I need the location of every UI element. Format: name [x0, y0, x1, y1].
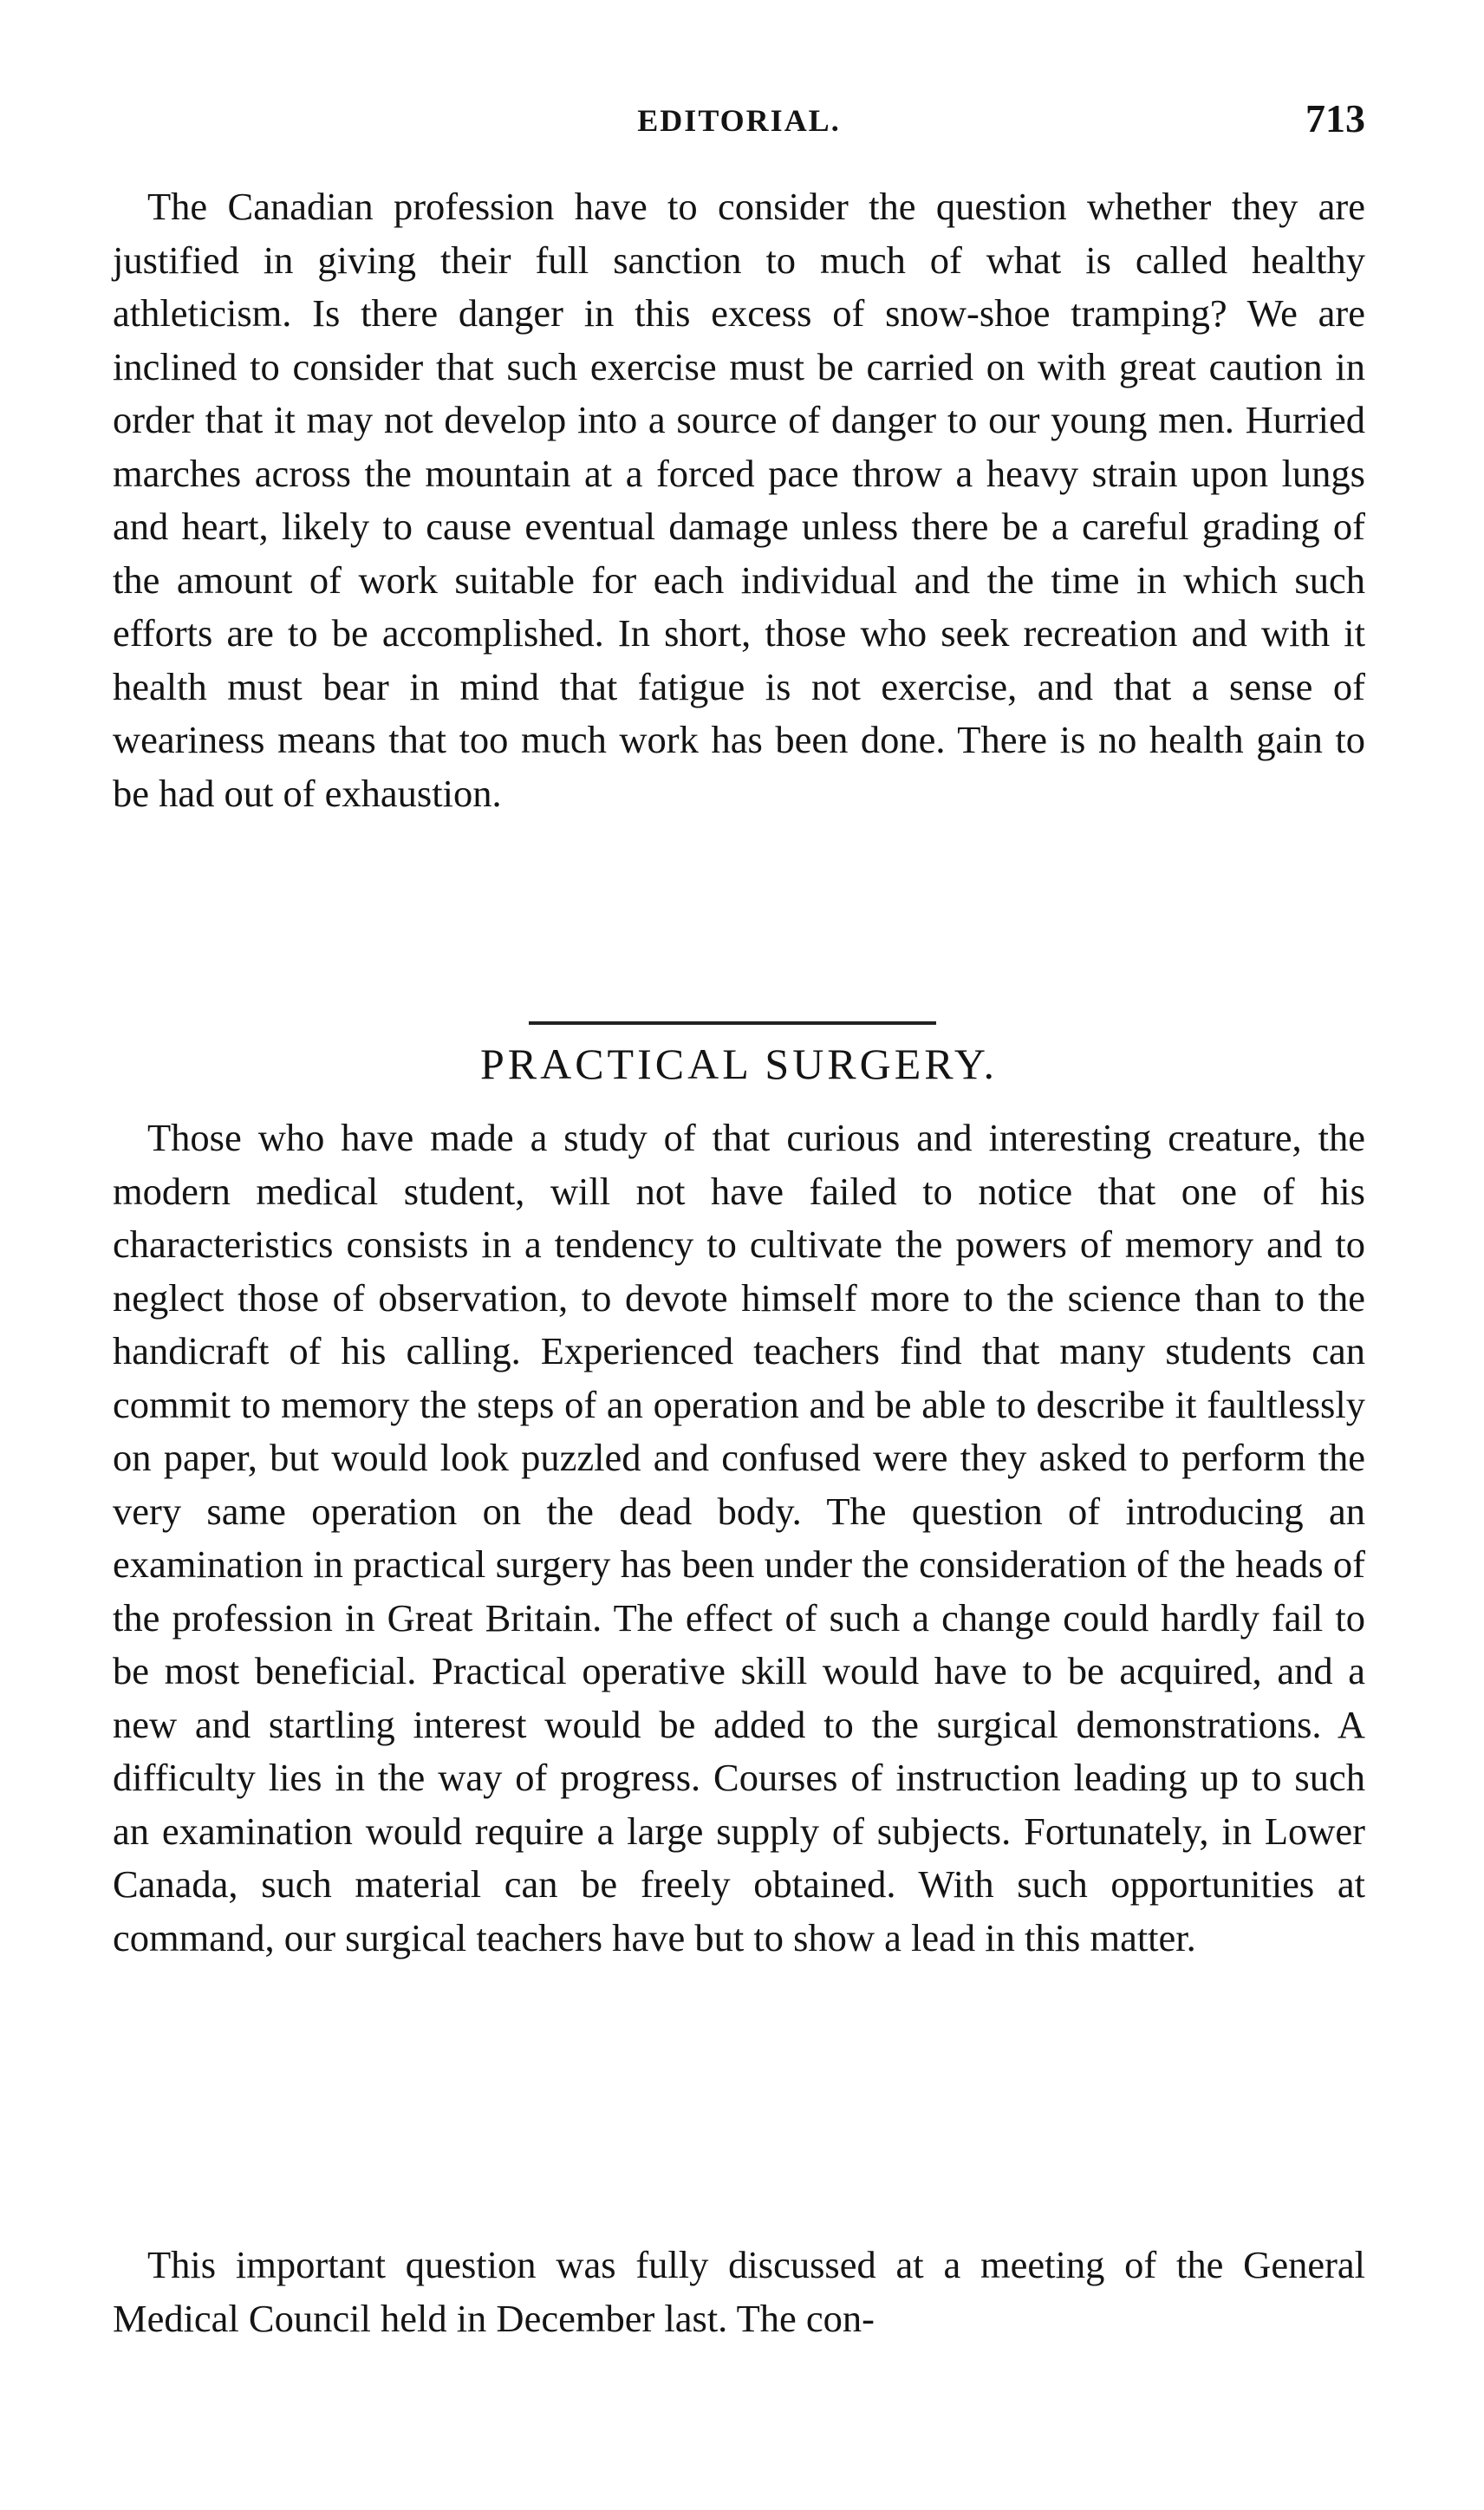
page-number: 713 [1305, 96, 1365, 140]
section-divider-rule [529, 1021, 936, 1025]
section-heading-practical-surgery: PRACTICAL SURGERY. [479, 1040, 999, 1088]
editorial-paragraph-practical-surgery: Those who have made a study of that curious and interesting creature, the modern medical student, will not have failed to notice that one of his characteristics consists in a tendency to cultivate the powers of memory and to neglect those of observation, to devote himself more to the science than to the handicraft of his calling. Experienced teachers find that many students can commit to memory the steps of an operation and be able to describe it faultlessly on paper, but would look puzzled and confused were they asked to perform the very same operation on the dead body. The question of introducing an examination in practical surgery has been under the consideration of the heads of the profession in Great Britain. The effect of such a change could hardly fail to be most beneficial. Practical operative skill would have to be acquired, and a new and startling interest would be added to the surgical demonstrations. A difficulty lies in the way of progress. Courses of instruction leading up to such an examination would require a large supply of subjects. Fortunately, in Lower Canada, such material can be freely obtained. With such opportunities at command, our surgical teachers have but to show a lead in this matter. [113, 1116, 1365, 1959]
editorial-paragraph-athleticism: The Canadian profession have to consider the question whether they are justified in giving their full sanction to much of what is called healthy athleticism. Is there danger in this excess of snow-shoe tramping? We are inclined to consider that such exercise must be carried on with great caution in order that it may not develop into a source of danger to our young men. Hurried marches across the mountain at a forced pace throw a heavy strain upon lungs and heart, likely to cause eventual damage unless there be a careful grading of the amount of work suitable for each individual and the time in which such efforts are to be accomplished. In short, those who seek recreation and with it health must bear in mind that fatigue is not exercise, and that a sense of weariness means that too much work has been done. There is no health gain to be had out of exhaustion. [113, 185, 1365, 815]
running-head [113, 95, 1365, 147]
running-title: EDITORIAL. [637, 103, 841, 138]
editorial-paragraph-medical-council: This important question was fully discussed at a meeting of the General Medical Council held in December last. The con- [113, 2243, 1365, 2340]
